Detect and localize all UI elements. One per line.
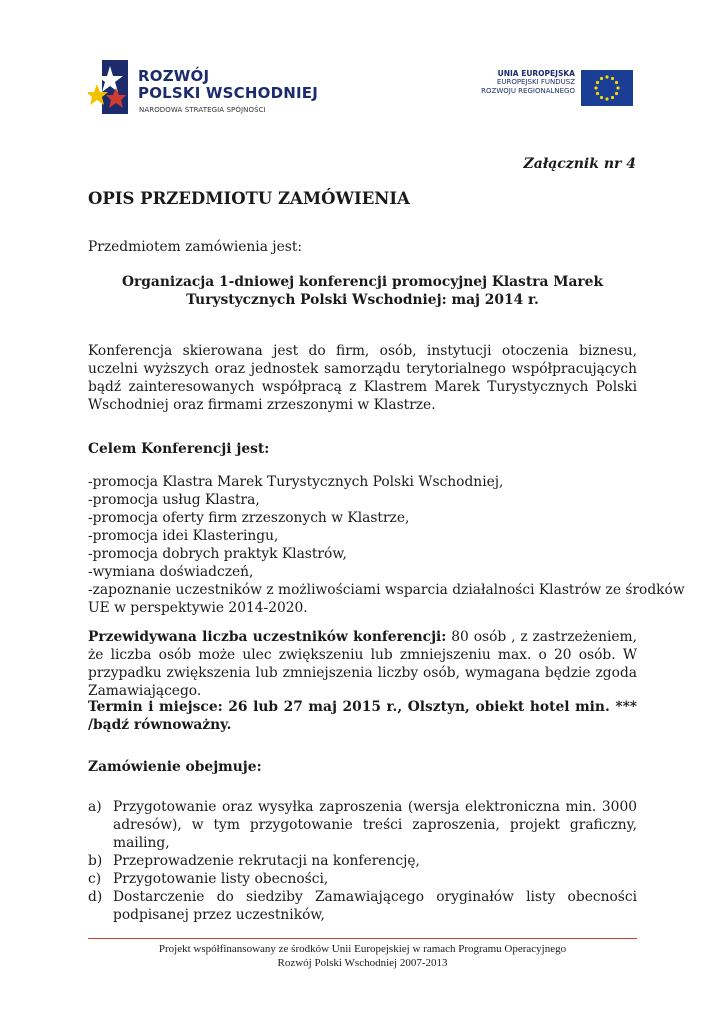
list-item <box>88 852 637 870</box>
list-item-text: Przygotowanie oraz wysyłka zaproszenia (wersja elektroniczna min. 3000 adresów), w tym przygotowanie treści zaproszenia, projekt graficzny, mailing, <box>113 799 637 851</box>
list-item <box>88 798 637 852</box>
subject-heading <box>88 273 637 309</box>
logo-subtitle: NARODOWA STRATEGIA SPÓJNOŚCI <box>139 106 266 114</box>
list-marker: a) <box>88 799 102 815</box>
eu-logo <box>458 60 633 112</box>
goal-item: -promocja oferty firm zrzeszonych w Klastrze, <box>88 510 410 526</box>
list-marker: d) <box>88 889 103 905</box>
footer-divider <box>88 938 637 939</box>
list-item-text: Przygotowanie listy obecności, <box>113 871 329 887</box>
rozwoj-polski-wschodniej-logo <box>88 52 318 122</box>
participants-text: 80 osób , z zastrzeżeniem, że liczba osób może ulec zwiększeniu lub zmniejszeniu max. o 20 osób. W przypadku zwiększenia lub zmniejszenia liczby osób, wymagana będzie zgoda Zamawiającego. <box>88 629 637 699</box>
footer <box>88 942 637 970</box>
scope-heading: Zamówienie obejmuje: <box>88 759 262 775</box>
date-place: Termin i miejsce: 26 lub 27 maj 2015 r., Olsztyn, obiekt hotel min. *** /bądź równoważny. <box>88 699 637 733</box>
participants-label: Przewidywana liczba uczestników konferencji: <box>88 629 447 645</box>
goal-item: -promocja dobrych praktyk Klastrów, <box>88 546 347 562</box>
attachment-number: Załącznik nr 4 <box>523 156 636 172</box>
intro-paragraph: Konferencja skierowana jest do firm, osób, instytucji otoczenia biznesu, uczelni wyższych oraz jednostek samorządu terytorialnego współpracujących bądź zainteresowanych współpracą z Klastrem Marek Turystycznych Polski Wschodniej oraz firmami zrzeszonymi w Klastrze. <box>88 343 637 413</box>
list-marker: b) <box>88 853 103 869</box>
list-marker: c) <box>88 871 102 887</box>
goals-list <box>88 473 685 617</box>
participants-paragraph <box>88 628 637 700</box>
list-item <box>88 870 637 888</box>
goal-item: -wymiana doświadczeń, <box>88 564 254 580</box>
star-logo-icon <box>88 56 132 118</box>
goal-item: -zapoznanie uczestników z możliwościami wsparcia działalności Klastrów ze środków <box>88 582 685 598</box>
eu-line2: EUROPEJSKI FUNDUSZ <box>496 78 575 86</box>
footer-line: Rozwój Polski Wschodniej 2007-2013 <box>277 957 448 969</box>
logo-title-line2: POLSKI WSCHODNIEJ <box>138 84 319 102</box>
goal-item: UE w perspektywie 2014-2020. <box>88 600 308 616</box>
footer-line: Projekt współfinansowany ze środków Unii Europejskiej w ramach Programu Operacyjnego <box>158 943 567 955</box>
page-title: OPIS PRZEDMIOTU ZAMÓWIENIA <box>88 189 410 208</box>
eu-logo-text <box>481 69 575 96</box>
list-item-text: Przeprowadzenie rekrutacji na konferencję, <box>113 853 420 869</box>
eu-line1: UNIA EUROPEJSKA <box>497 69 575 78</box>
list-item <box>88 888 637 924</box>
logo-title-line1: ROZWÓJ <box>138 67 210 85</box>
goal-item: -promocja idei Klasteringu, <box>88 528 279 544</box>
list-item-text: Dostarczenie do siedziby Zamawiającego oryginałów listy obecności podpisanej przez uczestników, <box>113 889 637 923</box>
subject-line: Organizacja 1-dniowej konferencji promocyjnej Klastra Marek <box>121 274 604 290</box>
eu-flag-icon <box>581 70 633 106</box>
subject-line: Turystycznych Polski Wschodniej: maj 2014 r. <box>186 292 539 308</box>
scope-list <box>88 798 637 924</box>
goal-item: -promocja usług Klastra, <box>88 492 260 508</box>
goals-heading: Celem Konferencji jest: <box>88 441 270 457</box>
eu-line3: ROZWOJU REGIONALNEGO <box>481 87 575 95</box>
subject-intro: Przedmiotem zamówienia jest: <box>88 239 303 255</box>
goal-item: -promocja Klastra Marek Turystycznych Polski Wschodniej, <box>88 474 504 490</box>
